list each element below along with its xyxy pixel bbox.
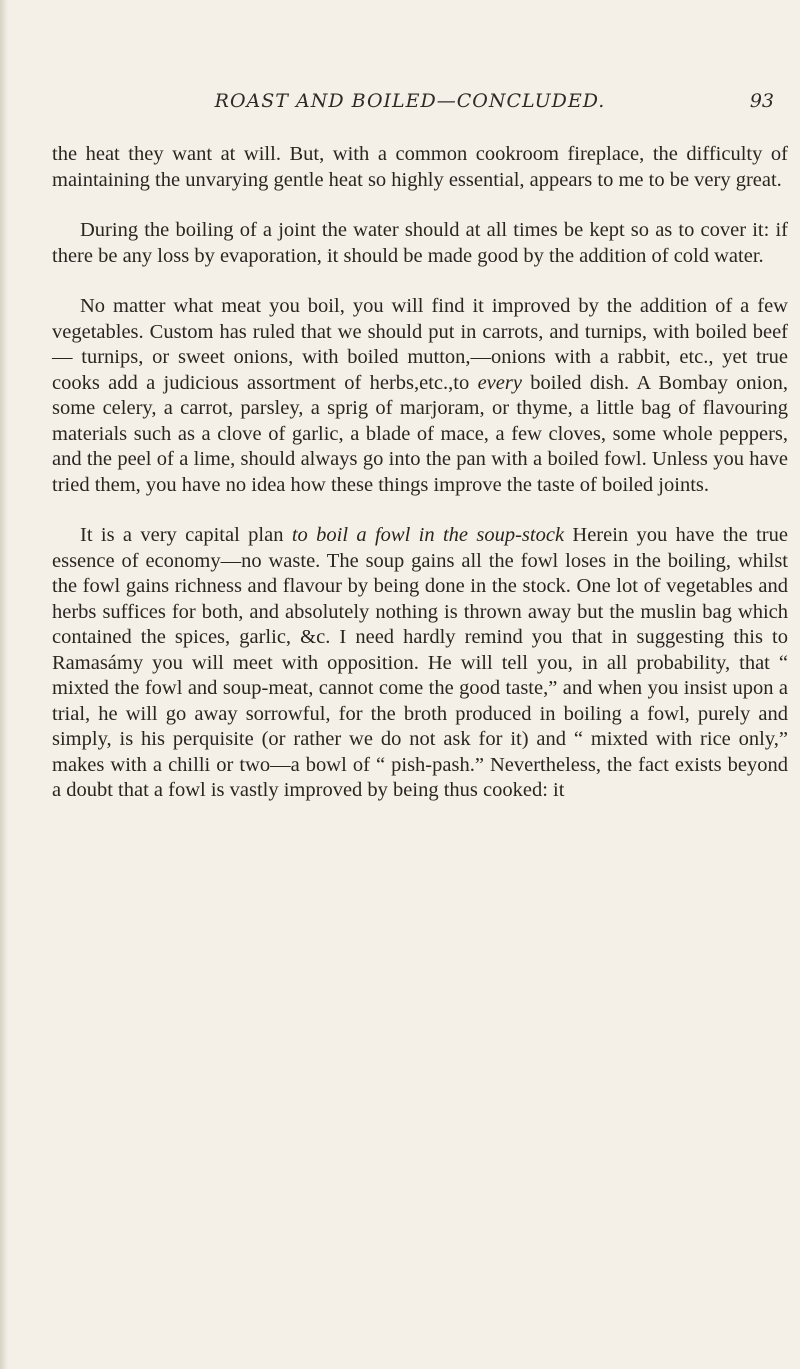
page-number: 93 (749, 90, 774, 112)
paragraph-4 (52, 523, 788, 804)
paragraph-3-text-a: No matter what meat you boil, you will find it improved by the addition of a few vegetables. Custom has ruled that we should put in carrots, and turnips, with boiled beef— turnips, or sweet onions, with boiled mutton,—onions with a rabbit, etc., yet true cooks add a judicious assortment of herbs,etc.,to (52, 295, 788, 394)
paragraph-1-text: the heat they want at will. But, with a common cookroom fireplace, the difficulty of maintaining the unvarying gentle heat so highly essential, appears to me to be very great. (52, 143, 788, 191)
paragraph-4-text-b: Herein you have the true essence of economy—no waste. The soup gains all the fowl loses in the boiling, whilst the fowl gains richness and flavour by being done in the stock. One lot of vegetables and herbs suffices for both, and absolutely nothing is thrown away but the muslin bag which contained the spices, garlic, &c. I need hardly remind you that in suggesting this to Ramasámy you will meet with opposition. He will tell you, in all probability, that “ mixted the fowl and soup-meat, cannot come the good taste,” and when you insist upon a trial, he will go away sorrowful, for the broth produced in boiling a fowl, purely and simply, is his perquisite (or rather we do not ask for it) and “ mixted with rice only,” makes with a chilli or two—a bowl of “ pish-pash.” Nevertheless, the fact exists beyond a doubt that a fowl is vastly improved by being thus cooked: it (52, 524, 788, 801)
paragraph-2 (52, 218, 788, 269)
paragraph-2-text: During the boiling of a joint the water should at all times be kept so as to cover it: if there be any loss by evaporation, it should be made good by the addition of cold water. (52, 219, 788, 267)
gutter-shadow (0, 0, 8, 1369)
paragraph-4-text-a: It is a very capital plan (80, 524, 292, 546)
running-head-title: ROAST AND BOILED—CONCLUDED. (214, 90, 606, 112)
paragraph-3 (52, 294, 788, 498)
running-head (40, 90, 780, 130)
paragraph-3-italic: every (477, 371, 522, 394)
paragraph-1 (52, 142, 788, 193)
body-text (52, 142, 788, 829)
paragraph-3-text-b: boiled dish. A Bombay onion, some celery, a carrot, parsley, a sprig of marjoram, or thyme, a little bag of flavouring materials such as a clove of garlic, a blade of mace, a few cloves, some whole peppers, and the peel of a lime, should always go into the pan with a boiled fowl. Unless you have tried them, you have no idea how these things improve the taste of boiled joints. (52, 371, 788, 496)
paragraph-4-italic: to boil a fowl in the soup-stock (291, 524, 565, 546)
